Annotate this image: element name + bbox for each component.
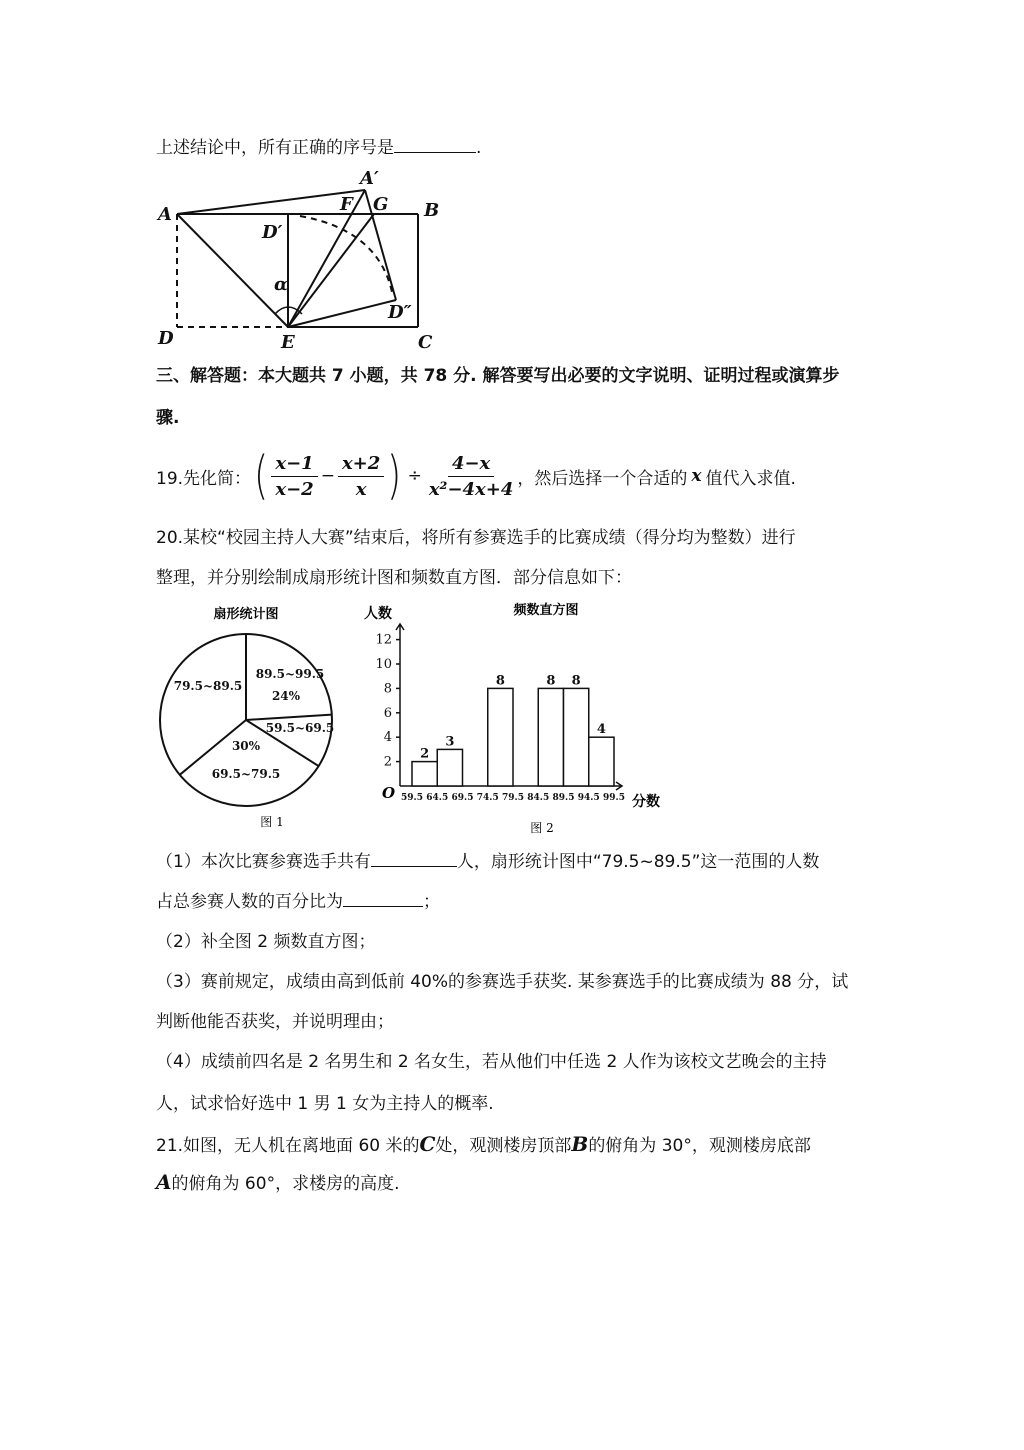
label-E: E xyxy=(281,332,295,353)
hist-bar-label-2: 3 xyxy=(445,734,455,750)
minus-sign: − xyxy=(320,466,335,486)
right-paren: ) xyxy=(387,446,402,506)
q21-point-B: B xyxy=(571,1132,589,1156)
hist-bar-label-1: 2 xyxy=(420,746,430,762)
hist-ylabel: 人数 xyxy=(364,606,392,622)
label-A: A xyxy=(158,204,172,225)
q19-prefix: 19.先化简： xyxy=(156,468,252,489)
section-heading-cont: 骤. xyxy=(156,408,180,428)
edge-AAprime xyxy=(177,190,365,214)
q20-sub1-a: （1）本次比赛参赛选手共有 xyxy=(156,852,371,872)
hist-bar-4 xyxy=(538,688,563,786)
q20-sub1-d: ； xyxy=(423,892,440,912)
q20-sub1-c: 占总参赛人数的百分比为 xyxy=(156,892,343,912)
hist-ytick-label-12: 12 xyxy=(375,632,392,648)
hist-xlabel: 分数 xyxy=(632,794,660,810)
hist-ytick-label-6: 6 xyxy=(383,705,392,721)
hist-bar-label-6: 4 xyxy=(596,722,606,738)
q20-sub2: （2）补全图 2 频数直方图； xyxy=(156,932,376,952)
hist-bar-1 xyxy=(412,762,437,786)
hist-xtick-label-64.5: 64.5 xyxy=(426,793,449,803)
label-alpha: α xyxy=(274,274,288,295)
hist-title: 频数直方图 xyxy=(513,603,579,618)
label-D-double-prime: D″ xyxy=(388,302,412,323)
q20-line2: 整理，并分别绘制成扇形统计图和频数直方图．部分信息如下： xyxy=(156,568,632,588)
pie-caption: 图 1 xyxy=(260,815,284,829)
label-D: D xyxy=(158,328,174,349)
label-D-prime: D′ xyxy=(262,222,283,243)
fraction-2-denominator: x xyxy=(355,478,367,500)
hist-bar-label-5: 8 xyxy=(571,673,581,689)
hist-xtick-label-84.5: 84.5 xyxy=(527,793,550,803)
left-paren: ( xyxy=(254,446,269,506)
hist-bar-5 xyxy=(564,688,589,786)
edge-EDpp xyxy=(288,300,396,327)
q18-suffix: . xyxy=(476,138,482,158)
pie-title: 扇形统计图 xyxy=(213,607,279,622)
fraction-1-numerator: x−1 xyxy=(271,453,317,477)
histogram xyxy=(360,596,680,840)
q19-suffix-a: ，然后选择一个合适的 xyxy=(517,468,688,489)
q21-c: 的俯角为 30°，观测楼房底部 xyxy=(588,1136,811,1156)
q18-conclusion xyxy=(156,136,481,158)
pie-label-79-89: 79.5~89.5 xyxy=(173,679,243,693)
q20-line1: 20.某校“校园主持人大赛”结束后，将所有参赛选手的比赛成绩（得分均为整数）进行 xyxy=(156,528,796,548)
hist-bar-6 xyxy=(589,737,614,786)
section-heading: 三、解答题：本大题共 7 小题，共 78 分. 解答要写出必要的文字说明、证明过程或演算步 xyxy=(156,366,840,386)
fraction-3-denominator: x²−4x+4 xyxy=(428,478,514,500)
fraction-3 xyxy=(425,453,518,500)
pie-percent-69-79: 30% xyxy=(231,739,261,753)
fraction-2 xyxy=(338,453,384,500)
fraction-3-numerator: 4−x xyxy=(448,453,494,477)
q21-cont xyxy=(156,1172,399,1194)
hist-origin: O xyxy=(382,784,396,802)
hist-ytick-label-10: 10 xyxy=(375,657,392,672)
q20-sub3: （3）赛前规定，成绩由高到低前 40%的参赛选手获奖. 某参赛选手的比赛成绩为 88 分，试 xyxy=(156,972,849,992)
q19 xyxy=(156,446,796,506)
q20-sub1-cont xyxy=(156,890,440,912)
q21-b: 处，观测楼房顶部 xyxy=(435,1136,572,1156)
q21-point-A: A xyxy=(156,1170,172,1194)
divide-sign: ÷ xyxy=(407,466,422,486)
pie-label-89-99: 89.5~99.5 xyxy=(255,667,325,681)
pie-percent-89-99: 24% xyxy=(271,689,301,703)
q21-d: 的俯角为 60°，求楼房的高度. xyxy=(171,1174,400,1194)
hist-xtick-label-94.5: 94.5 xyxy=(577,793,600,803)
hist-xtick-label-79.5: 79.5 xyxy=(502,793,524,803)
hist-bar-3 xyxy=(488,688,513,786)
q18-prefix: 上述结论中，所有正确的序号是 xyxy=(156,138,394,158)
hist-bar-2 xyxy=(437,749,462,786)
label-A-prime: A′ xyxy=(360,168,379,189)
answer-blank-count[interactable] xyxy=(371,850,457,867)
q19-var: x xyxy=(691,466,702,486)
hist-caption: 图 2 xyxy=(530,821,554,835)
fraction-1 xyxy=(271,453,317,500)
q19-suffix-b: 值代入求值. xyxy=(705,468,796,489)
pie-label-69-79: 69.5~79.5 xyxy=(211,767,281,781)
hist-ytick-label-8: 8 xyxy=(383,681,392,697)
q21 xyxy=(156,1134,811,1156)
answer-blank-percent[interactable] xyxy=(343,890,423,907)
pie-divider-2 xyxy=(246,715,332,720)
label-F: F xyxy=(340,194,353,215)
fraction-1-denominator: x−2 xyxy=(275,478,314,500)
q20-sub1 xyxy=(156,850,819,872)
label-C: C xyxy=(418,332,433,353)
pie-label-59-69: 59.5~69.5 xyxy=(265,721,335,735)
edge-AprimeE xyxy=(288,190,365,327)
hist-ytick-label-2: 2 xyxy=(383,754,392,770)
hist-xtick-label-74.5: 74.5 xyxy=(476,793,499,803)
q20-sub1-b: 人，扇形统计图中“79.5~89.5”这一范围的人数 xyxy=(456,852,820,872)
q20-sub4: （4）成绩前四名是 2 名男生和 2 名女生，若从他们中任选 2 人作为该校文艺晚会的主持 xyxy=(156,1052,827,1072)
hist-bar-label-3: 8 xyxy=(495,673,505,689)
hist-xtick-label-59.5: 59.5 xyxy=(401,793,423,803)
hist-xtick-label-99.5: 99.5 xyxy=(603,793,625,803)
q20-sub4-cont: 人，试求恰好选中 1 男 1 女为主持人的概率. xyxy=(156,1094,494,1114)
hist-xtick-label-89.5: 89.5 xyxy=(552,793,575,803)
answer-blank[interactable] xyxy=(394,136,476,153)
geometry-figure xyxy=(150,160,450,355)
q21-a: 21.如图，无人机在离地面 60 米的 xyxy=(156,1136,420,1156)
hist-xtick-label-69.5: 69.5 xyxy=(451,793,474,803)
hist-bar-label-4: 8 xyxy=(546,673,556,689)
q20-sub3-cont: 判断他能否获奖，并说明理由； xyxy=(156,1012,394,1032)
edge-GE xyxy=(288,214,374,327)
fraction-2-numerator: x+2 xyxy=(338,453,384,477)
q21-point-C: C xyxy=(419,1132,436,1156)
pie-chart xyxy=(150,598,350,838)
label-B: B xyxy=(424,200,440,221)
label-G: G xyxy=(373,194,389,215)
hist-ytick-label-4: 4 xyxy=(383,730,392,746)
